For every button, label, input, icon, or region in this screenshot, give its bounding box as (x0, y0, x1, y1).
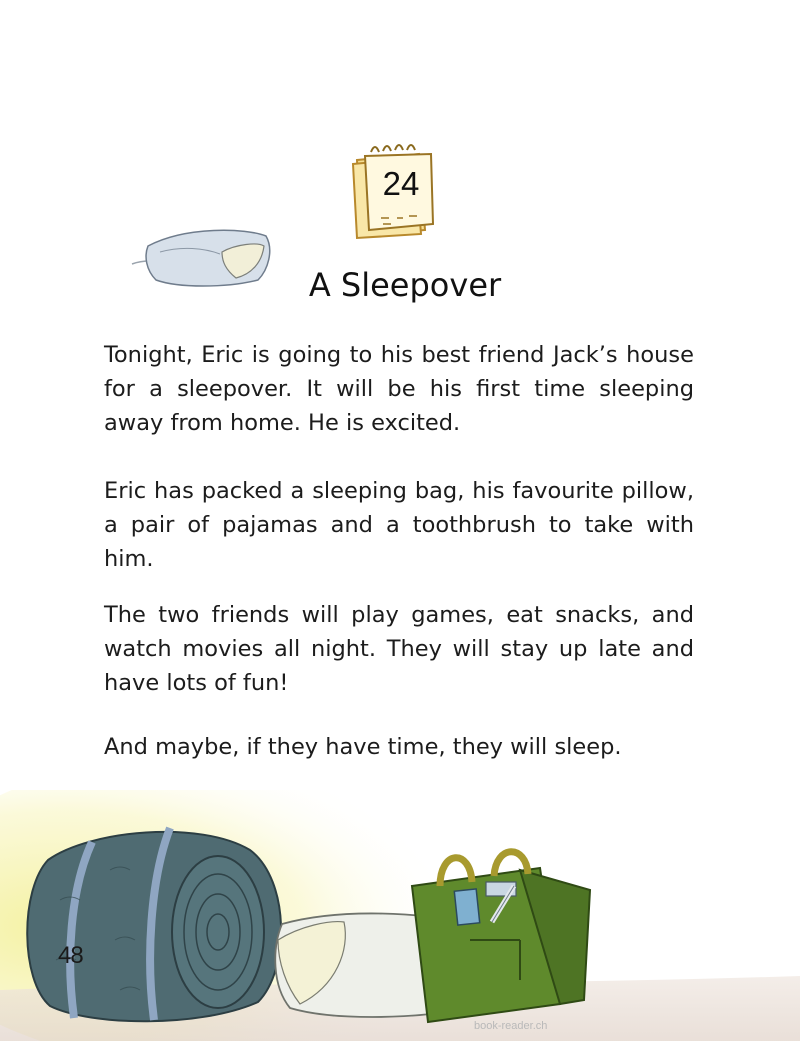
page-number: 48 (58, 942, 83, 969)
story-paragraph: Eric has packed a sleeping bag, his favourite pillow, a pair of pajamas and a toothbrush to take with him. (104, 478, 694, 572)
story-paragraph: Tonight, Eric is going to his best friend Jack’s house for a sleepover. It will be his first time sleeping away from home. He is excited. (104, 342, 694, 436)
chapter-number: 24 (382, 165, 420, 202)
story-paragraph: And maybe, if they have time, they will sleep. (104, 734, 622, 760)
sleeping-bag-icon (27, 828, 281, 1021)
chapter-title: A Sleepover (308, 266, 502, 304)
bag-icon (412, 852, 590, 1022)
bottom-illustration (0, 790, 800, 1041)
watermark: book-reader.ch (474, 1020, 548, 1032)
story-paragraph: The two friends will play games, eat snacks, and watch movies all night. They will stay up late and have lots of fun! (104, 602, 694, 696)
